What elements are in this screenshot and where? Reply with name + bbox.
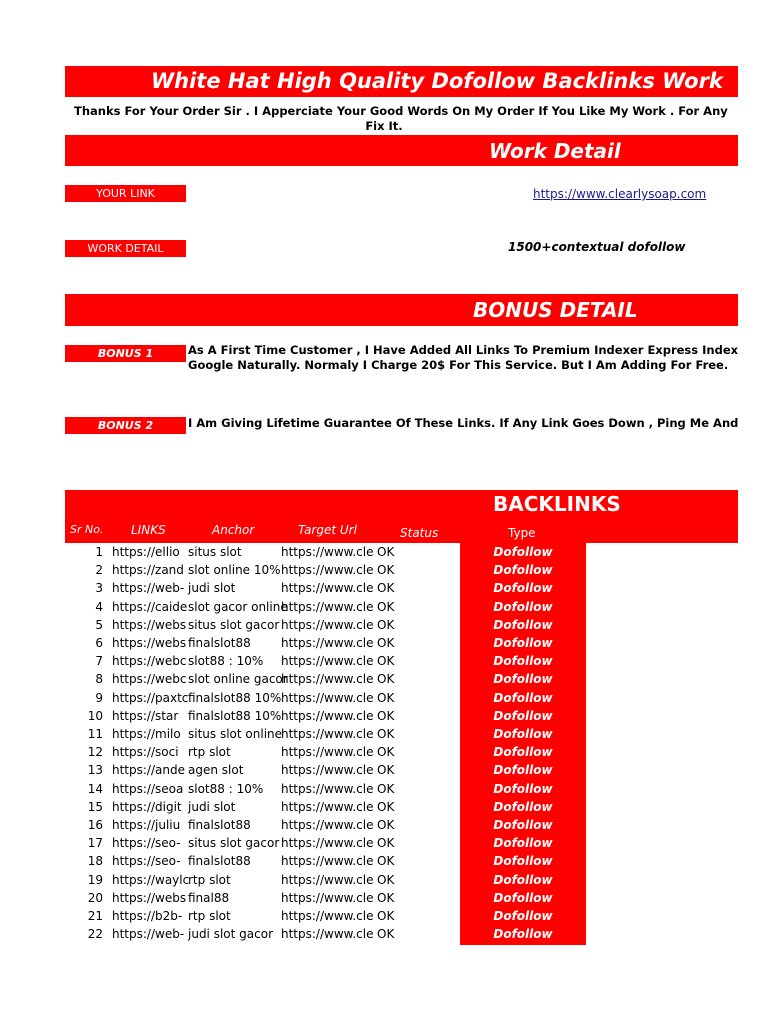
row-link[interactable]: https://seoa [112, 781, 184, 796]
row-anchor: situs slot gacor [188, 836, 280, 851]
row-sr-no: 10 [87, 708, 103, 723]
col-links: LINKS [131, 523, 166, 537]
work-detail-label: WORK DETAIL [65, 240, 186, 257]
row-type: Dofollow [493, 763, 553, 778]
row-target-url[interactable]: https://www.cle [281, 745, 374, 760]
row-anchor: situs slot online [188, 727, 283, 741]
col-type: Type [508, 526, 536, 540]
row-status: OK [377, 545, 395, 559]
work-detail-heading: Work Detail [489, 139, 621, 163]
row-link[interactable]: https://webc [112, 672, 187, 687]
row-type: Dofollow [493, 599, 553, 614]
row-type: Dofollow [493, 818, 553, 832]
row-type: Dofollow [493, 545, 553, 559]
row-anchor: rtp slot [188, 872, 231, 887]
row-link[interactable]: https://webs [112, 890, 187, 905]
row-link[interactable]: https://seo- [112, 836, 181, 851]
row-link[interactable]: https://digit [112, 799, 182, 814]
row-sr-no: 15 [87, 799, 103, 814]
work-detail-band [65, 135, 738, 166]
row-link[interactable]: https://waylc [112, 872, 190, 887]
bonus-2-label: BONUS 2 [65, 417, 186, 434]
row-target-url[interactable]: https://www.cle [281, 763, 374, 778]
row-target-url[interactable]: https://www.cle [281, 818, 374, 832]
row-status: OK [377, 890, 395, 905]
col-anchor: Anchor [212, 523, 255, 537]
row-type: Dofollow [493, 890, 553, 905]
row-sr-no: 16 [87, 818, 103, 832]
col-target-url: Target Url [298, 523, 357, 537]
row-anchor: finalslot88 10% [188, 690, 282, 705]
row-anchor: judi slot [188, 799, 236, 814]
row-sr-no: 12 [87, 745, 103, 760]
row-anchor: situs slot gacor [188, 617, 280, 632]
row-sr-no: 21 [87, 909, 103, 923]
row-link[interactable]: https://caide [112, 599, 188, 614]
row-target-url[interactable]: https://www.cle [281, 836, 374, 851]
row-target-url[interactable]: https://www.cle [281, 927, 374, 942]
row-status: OK [377, 872, 395, 887]
row-type: Dofollow [493, 836, 553, 851]
row-type: Dofollow [493, 617, 553, 632]
row-link[interactable]: https://soci [112, 745, 179, 760]
row-anchor: situs slot [188, 545, 242, 559]
row-anchor: finalslot88 [188, 818, 251, 832]
row-status: OK [377, 836, 395, 851]
row-sr-no: 14 [87, 781, 103, 796]
row-type: Dofollow [493, 872, 553, 887]
row-type: Dofollow [493, 909, 553, 923]
row-link[interactable]: https://paxtc [112, 690, 189, 705]
row-target-url[interactable]: https://www.cle [281, 872, 374, 887]
row-anchor: slot gacor online [188, 599, 288, 614]
bonus-1-line-1: As A First Time Customer , I Have Added All Links To Premium Indexer Express Index [188, 343, 739, 357]
row-status: OK [377, 854, 395, 869]
thanks-line-1: Thanks For Your Order Sir . I Apperciate Your Good Words On My Order If You Like My Work . For Any [74, 104, 728, 118]
row-sr-no: 9 [95, 690, 103, 705]
bonus-2-text: I Am Giving Lifetime Guarantee Of These Links. If Any Link Goes Down , Ping Me And [188, 416, 739, 430]
row-target-url[interactable]: https://www.cle [281, 581, 374, 596]
row-target-url[interactable]: https://www.cle [281, 799, 374, 814]
row-type: Dofollow [493, 672, 553, 687]
row-status: OK [377, 672, 395, 687]
row-anchor: slot88 : 10% [188, 781, 264, 796]
row-sr-no: 20 [87, 890, 103, 905]
row-target-url[interactable]: https://www.cle [281, 890, 374, 905]
row-link[interactable]: https://zand [112, 563, 184, 578]
your-link-url[interactable]: https://www.clearlysoap.com [533, 187, 707, 201]
backlinks-heading: BACKLINKS [493, 492, 621, 516]
row-target-url[interactable]: https://www.cle [281, 563, 374, 578]
row-sr-no: 11 [87, 727, 103, 741]
row-status: OK [377, 763, 395, 778]
row-anchor: finalslot88 [188, 854, 251, 869]
row-status: OK [377, 727, 395, 741]
your-link-label: YOUR LINK [65, 185, 186, 202]
backlinks-band [65, 490, 738, 543]
row-sr-no: 1 [95, 545, 103, 559]
row-target-url[interactable]: https://www.cle [281, 599, 374, 614]
row-type: Dofollow [493, 727, 553, 741]
bonus-1-line-2: Google Naturally. Normaly I Charge 20$ For This Service. But I Am Adding For Free. [188, 358, 729, 372]
row-sr-no: 5 [95, 617, 103, 632]
row-target-url[interactable]: https://www.cle [281, 727, 374, 741]
row-status: OK [377, 927, 395, 942]
row-status: OK [377, 636, 395, 650]
row-status: OK [377, 563, 395, 578]
row-anchor: agen slot [188, 763, 244, 778]
row-link[interactable]: https://ellio [112, 545, 180, 559]
row-status: OK [377, 708, 395, 723]
row-target-url[interactable]: https://www.cle [281, 854, 374, 869]
row-status: OK [377, 690, 395, 705]
row-sr-no: 7 [95, 654, 103, 669]
col-sr-no: Sr No. [70, 523, 104, 536]
row-link[interactable]: https://seo- [112, 854, 181, 869]
row-status: OK [377, 781, 395, 796]
row-status: OK [377, 654, 395, 669]
row-type: Dofollow [493, 799, 553, 814]
row-anchor: slot online 10% [188, 563, 281, 578]
row-sr-no: 22 [87, 927, 103, 942]
row-link[interactable]: https://webs [112, 617, 187, 632]
row-status: OK [377, 909, 395, 923]
row-anchor: slot88 : 10% [188, 654, 264, 669]
row-anchor: rtp slot [188, 745, 231, 760]
row-target-url[interactable]: https://www.cle [281, 617, 374, 632]
bonus-detail-heading: BONUS DETAIL [473, 298, 638, 322]
row-link[interactable]: https://ande [112, 763, 185, 778]
row-anchor: judi slot [188, 581, 236, 596]
row-anchor: judi slot gacor [188, 927, 273, 942]
row-target-url[interactable]: https://www.cle [281, 636, 374, 650]
row-sr-no: 17 [87, 836, 103, 851]
row-target-url[interactable]: https://www.cle [281, 781, 374, 796]
row-target-url[interactable]: https://www.cle [281, 672, 374, 687]
row-type: Dofollow [493, 708, 553, 723]
row-link[interactable]: https://web- [112, 927, 185, 942]
row-type: Dofollow [493, 745, 553, 760]
row-link[interactable]: https://milo [112, 727, 181, 741]
row-status: OK [377, 581, 395, 596]
thanks-note [0, 104, 728, 138]
title-band [65, 66, 738, 97]
thanks-line-2: Fix It. [365, 119, 403, 133]
row-link[interactable]: https://webs [112, 636, 187, 650]
row-sr-no: 13 [87, 763, 103, 778]
row-link[interactable]: https://webc [112, 654, 187, 669]
bonus-detail-band [65, 294, 738, 326]
row-link[interactable]: https://star [112, 708, 179, 723]
row-status: OK [377, 745, 395, 760]
row-type: Dofollow [493, 636, 553, 650]
page-title: White Hat High Quality Dofollow Backlinks Work [151, 69, 723, 93]
row-sr-no: 2 [95, 563, 103, 578]
row-target-url[interactable]: https://www.cle [281, 545, 374, 559]
row-sr-no: 8 [95, 672, 103, 687]
row-status: OK [377, 617, 395, 632]
row-target-url[interactable]: https://www.cle [281, 654, 374, 669]
row-anchor: slot online gacor [188, 672, 288, 687]
row-link[interactable]: https://b2b- [112, 909, 183, 923]
row-type: Dofollow [493, 581, 553, 596]
row-anchor: final88 [188, 890, 230, 905]
row-link[interactable]: https://web- [112, 581, 185, 596]
row-type: Dofollow [493, 654, 553, 669]
work-detail-value: 1500+contextual dofollow [508, 240, 686, 254]
row-type: Dofollow [493, 927, 553, 942]
row-sr-no: 4 [95, 599, 103, 614]
row-link[interactable]: https://juliu [112, 818, 181, 832]
row-status: OK [377, 599, 395, 614]
row-anchor: finalslot88 10% [188, 708, 282, 723]
row-status: OK [377, 818, 395, 832]
row-sr-no: 3 [95, 581, 103, 596]
row-type: Dofollow [493, 690, 553, 705]
row-type: Dofollow [493, 781, 553, 796]
bonus-1-label: BONUS 1 [65, 345, 186, 362]
row-type: Dofollow [493, 854, 553, 869]
row-target-url[interactable]: https://www.cle [281, 708, 374, 723]
row-status: OK [377, 799, 395, 814]
row-target-url[interactable]: https://www.cle [281, 909, 374, 923]
row-sr-no: 19 [87, 872, 103, 887]
row-anchor: finalslot88 [188, 636, 251, 650]
row-anchor: rtp slot [188, 909, 231, 923]
row-sr-no: 6 [95, 636, 103, 650]
col-status: Status [400, 526, 439, 540]
row-target-url[interactable]: https://www.cle [281, 690, 374, 705]
row-sr-no: 18 [87, 854, 103, 869]
row-type: Dofollow [493, 563, 553, 578]
